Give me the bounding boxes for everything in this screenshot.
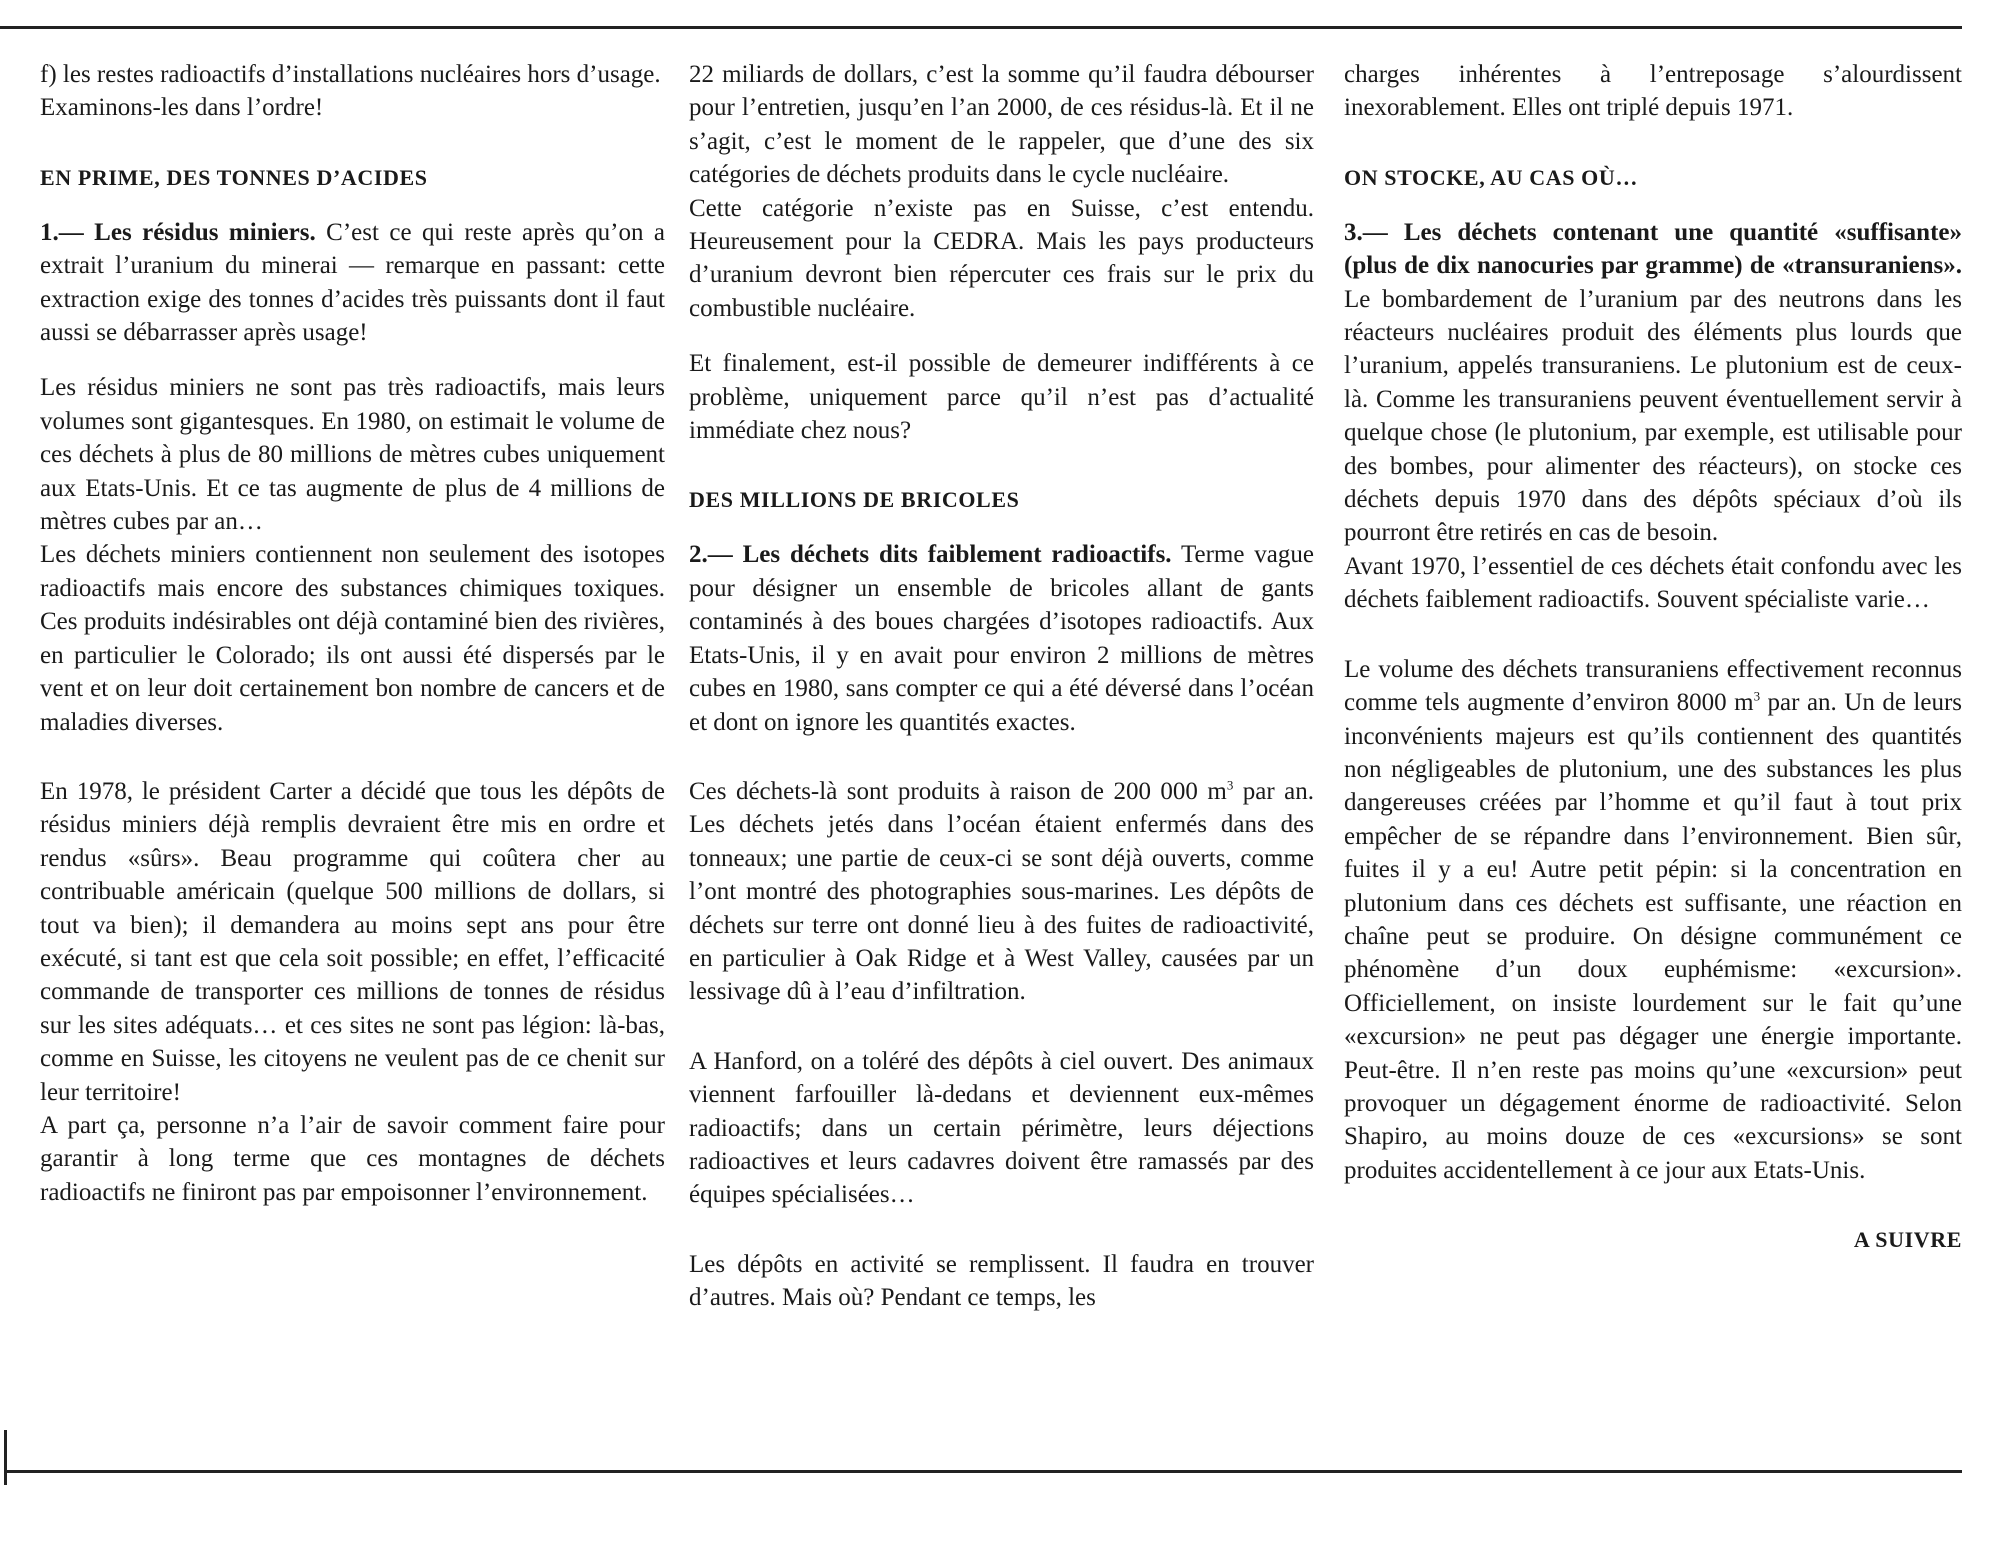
section-heading-stocke: ON STOCKE, AU CAS OÙ… <box>1344 164 1638 190</box>
paragraph: Cette catégorie n’existe pas en Suisse, c’est entendu. Heureusement pour la CEDRA. Mais les pays producteurs d’uranium devront bien répercuter ces frais sur le prix du combustible nucléaire. <box>689 194 1314 322</box>
paragraph-lead: 3.— Les déchets contenant une quantité «suffisante» (plus de dix nanocuries par gramme) de «transuraniens». <box>1344 218 1962 280</box>
paragraph-text: Le volume des déchets transuraniens effectivement reconnus comme tels augmente d’environ 8000 m <box>1344 655 1962 717</box>
section-heading-bricoles: DES MILLIONS DE BRICOLES <box>689 487 1020 513</box>
paragraph-text: C’est ce qui reste après qu’on a extrait l’uranium du minerai — remarque en passant: cette extraction exige des tonnes d’acides très puissants dont il faut aussi se débarrasser après usage! <box>40 218 665 347</box>
paragraph <box>689 538 1314 738</box>
left-rule <box>4 1430 7 1485</box>
paragraph: Et finalement, est-il possible de demeurer indifférents à ce problème, uniquement parce qu’il n’est pas d’actualité immédiate chez nous? <box>689 350 1314 445</box>
a-suivre-label: A SUIVRE <box>1853 1227 1962 1253</box>
paragraph: A Hanford, on a toléré des dépôts à ciel ouvert. Des animaux viennent farfouiller là-dedans et deviennent eux-mêmes radioactifs; dans un certain périmètre, leurs déjections radioactives et leurs cadavres doivent être ramassés par des équipes spécialisées… <box>689 1047 1314 1209</box>
column-3 <box>1344 58 1962 1257</box>
paragraph: Les déchets miniers contiennent non seulement des isotopes radioactifs mais encore des substances chimiques toxiques. Ces produits indésirables ont déjà contaminé bien des rivières, en particulier le Colorado; ils ont aussi été dispersés par le vent et on leur doit certainement bon nombre de cancers et de maladies diverses. <box>40 541 665 736</box>
paragraph-text: Terme vague pour désigner un ensemble de bricoles allant de gants contaminés à des boues chargées d’isotopes radioactifs. Aux Etats-Unis, il y en avait pour environ 2 millions de mètres cubes en 1980, sans compter ce qui a été déversé dans l’océan et dont on ignore les quantités exactes. <box>689 541 1314 736</box>
paragraph <box>1344 653 1962 1188</box>
paragraph: Les dépôts en activité se remplissent. Il faudra en trouver d’autres. Mais où? Pendant ce temps, les <box>689 1250 1314 1312</box>
paragraph <box>40 216 665 350</box>
paragraph-text: Ces déchets-là sont produits à raison de 200 000 m <box>689 777 1227 805</box>
top-rule <box>0 26 1962 29</box>
paragraph <box>689 775 1314 1009</box>
paragraph-text: Le bombardement de l’uranium par des neutrons dans les réacteurs nucléaires produit des éléments plus lourds que l’uranium, appelés transuraniens. Le plutonium est de ceux-là. Comme les transuraniens peuvent éventuellement servir à quelque chose (le plutonium, par exemple, est utilisable pour des bombes, pour alimenter des réacteurs), on stocke ces déchets depuis 1970 dans des dépôts spéciaux d’où ils pourront être retirés en cas de besoin. <box>1344 285 1962 547</box>
column-1 <box>40 58 665 1209</box>
section-heading-acides: EN PRIME, DES TONNES D’ACIDES <box>40 164 428 190</box>
bottom-rule <box>4 1470 1962 1473</box>
paragraph: A part ça, personne n’a l’air de savoir comment faire pour garantir à long terme que ces montagnes de déchets radioactifs ne finiront pas par empoisonner l’environnement. <box>40 1111 665 1206</box>
superscript: 3 <box>1753 688 1761 704</box>
paragraph: Les résidus miniers ne sont pas très radioactifs, mais leurs volumes sont gigantesques. En 1980, on estimait le volume de ces déchets à plus de 80 millions de mètres cubes uniquement aux Etats-Unis. Et ce tas augmente de plus de 4 millions de mètres cubes par an… <box>40 374 665 536</box>
superscript: 3 <box>1226 777 1234 793</box>
paragraph: 22 miliards de dollars, c’est la somme qu’il faudra débourser pour l’entretien, jusqu’en l’an 2000, de ces résidus-là. Et il ne s’agit, c’est le moment de le rappeler, que d’une des six catégories de déchets produits dans le cycle nucléaire. <box>689 61 1314 189</box>
paragraph-text: par an. Un de leurs inconvénients majeurs est qu’ils contiennent des quantités non négligeables de plutonium, une des substances les plus dangereuses créées par l’homme et qu’il faut à tout prix empêcher de se répandre dans l’environnement. Bien sûr, fuites il y a eu! Autre petit pépin: si la concentration en plutonium dans ces déchets est suffisante, une réaction en chaîne peut se produire. On désigne communément ce phénomène d’un doux euphémisme: «excursion». Officiellement, on insiste lourdement sur le fait qu’une «excursion» ne peut pas dégager une énergie importante. Peut-être. Il n’en reste pas moins qu’une «excursion» peut provoquer un dégagement énorme de radioactivité. Selon Shapiro, au moins douze de ces «excursions» se sont produites accidentellement à ce jour aux Etats-Unis. <box>1344 689 1963 1184</box>
paragraph: Avant 1970, l’essentiel de ces déchets était confondu avec les déchets faiblement radioactifs. Souvent spécialiste varie… <box>1344 552 1962 614</box>
paragraph: charges inhérentes à l’entreposage s’alourdissent inexorablement. Elles ont triplé depuis 1971. <box>1344 61 1962 122</box>
paragraph-text: par an. Les déchets jetés dans l’océan étaient enfermés dans des tonneaux; une partie de ceux-ci se sont déjà ouverts, comme l’ont montré des photographies sous-marines. Les dépôts de déchets sur terre ont donné lieu à des fuites de radioactivité, en particulier à Oak Ridge et à West Valley, causées par un lessivage dû à l’eau d’infiltration. <box>689 777 1314 1006</box>
paragraph-lead: 2.— Les déchets dits faiblement radioactifs. <box>689 541 1172 569</box>
list-item-f: f) les restes radioactifs d’installations nucléaires hors d’usage. <box>40 61 661 88</box>
paragraph: En 1978, le président Carter a décidé que tous les dépôts de résidus miniers déjà remplis devraient être mis en ordre et rendus «sûrs». Beau programme qui coûtera cher au contribuable américain (quelque 500 millions de dollars, si tout va bien); il demandera au moins sept ans pour être exécuté, si tant est que cela soit possible; en effet, l’efficacité commande de transporter ces millions de tonnes de résidus sur les sites adéquats… et ces sites ne sont pas légion: là-bas, comme en Suisse, les citoyens ne veulent pas de ce chenit sur leur territoire! <box>40 777 665 1106</box>
paragraph <box>1344 216 1962 550</box>
column-2 <box>689 58 1314 1315</box>
intro-line: Examinons-les dans l’ordre! <box>40 94 324 122</box>
paragraph-lead: 1.— Les résidus miniers. <box>40 218 316 246</box>
